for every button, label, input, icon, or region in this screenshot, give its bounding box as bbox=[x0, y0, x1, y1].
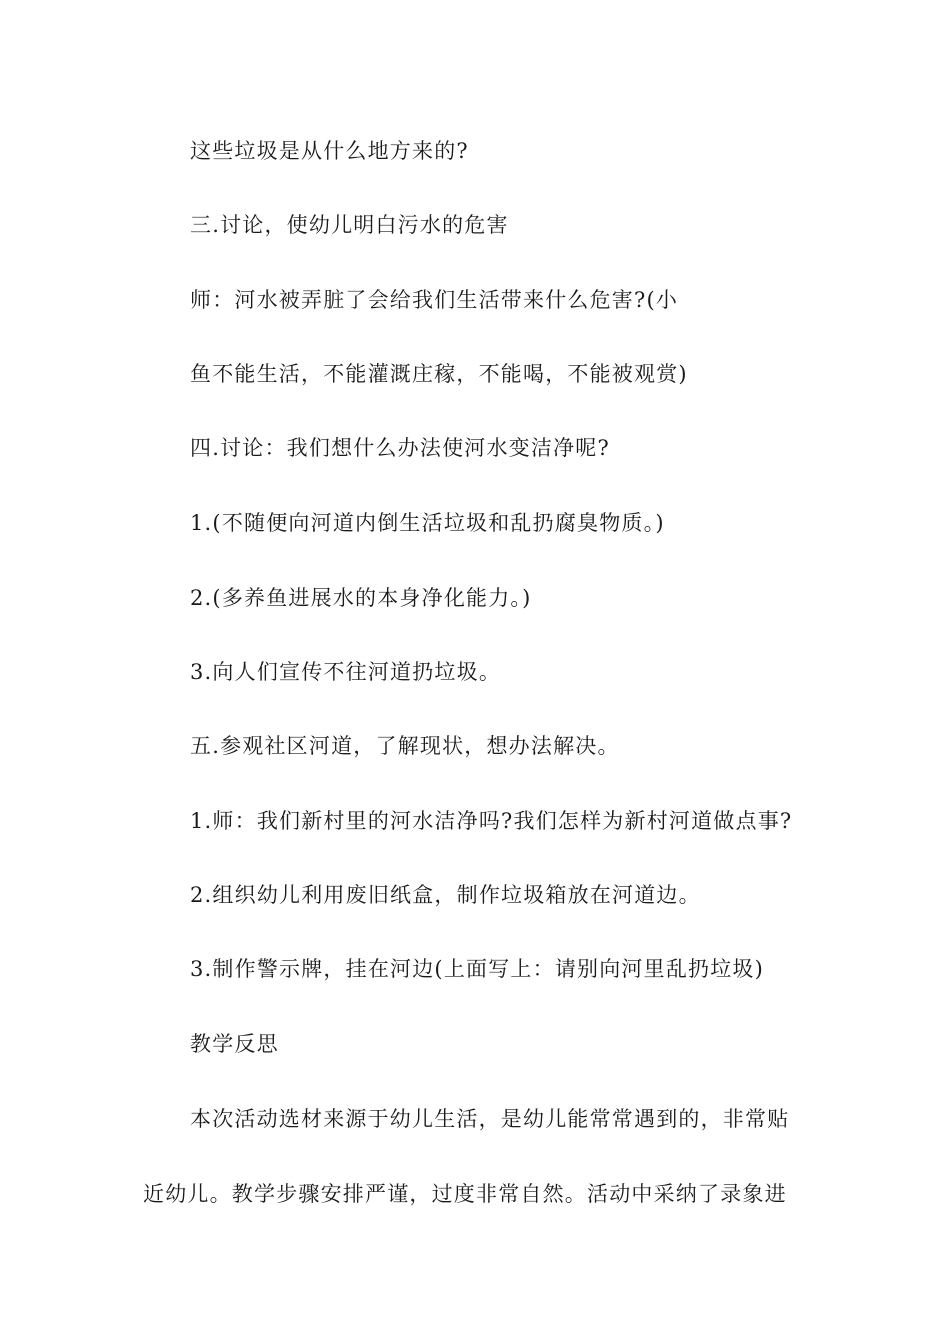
list-item-5-3: 3.制作警示牌，挂在河边(上面写上：请别向河里乱扔垃圾) bbox=[190, 957, 765, 981]
paragraph-line-1: 本次活动选材来源于幼儿生活，是幼儿能常常遇到的，非常贴 bbox=[190, 1107, 790, 1131]
text-line-1: 这些垃圾是从什么地方来的? bbox=[190, 139, 469, 163]
section-heading-5: 五.参观社区河道，了解现状，想办法解决。 bbox=[190, 734, 620, 758]
list-item-5-1: 1.师：我们新村里的河水洁净吗?我们怎样为新村河道做点事? bbox=[190, 809, 793, 833]
section-heading-reflection: 教学反思 bbox=[190, 1032, 279, 1056]
list-item-4-2: 2.(多养鱼进展水的本身净化能力。) bbox=[190, 586, 532, 610]
text-line-3: 师：河水被弄脏了会给我们生活带来什么危害?(小 bbox=[190, 288, 679, 312]
list-item-4-3: 3.向人们宣传不往河道扔垃圾。 bbox=[190, 660, 502, 684]
text-line-4: 鱼不能生活，不能灌溉庄稼，不能喝，不能被观赏) bbox=[190, 362, 688, 386]
section-heading-3: 三.讨论，使幼儿明白污水的危害 bbox=[190, 213, 509, 237]
list-item-4-1: 1.(不随便向河道内倒生活垃圾和乱扔腐臭物质。) bbox=[190, 511, 665, 535]
list-item-5-2: 2.组织幼儿利用废旧纸盒，制作垃圾箱放在河道边。 bbox=[190, 883, 701, 907]
paragraph-line-2: 近幼儿。教学步骤安排严谨，过度非常自然。活动中采纳了录象进 bbox=[143, 1182, 787, 1206]
section-heading-4: 四.讨论：我们想什么办法使河水变洁净呢? bbox=[190, 436, 610, 460]
